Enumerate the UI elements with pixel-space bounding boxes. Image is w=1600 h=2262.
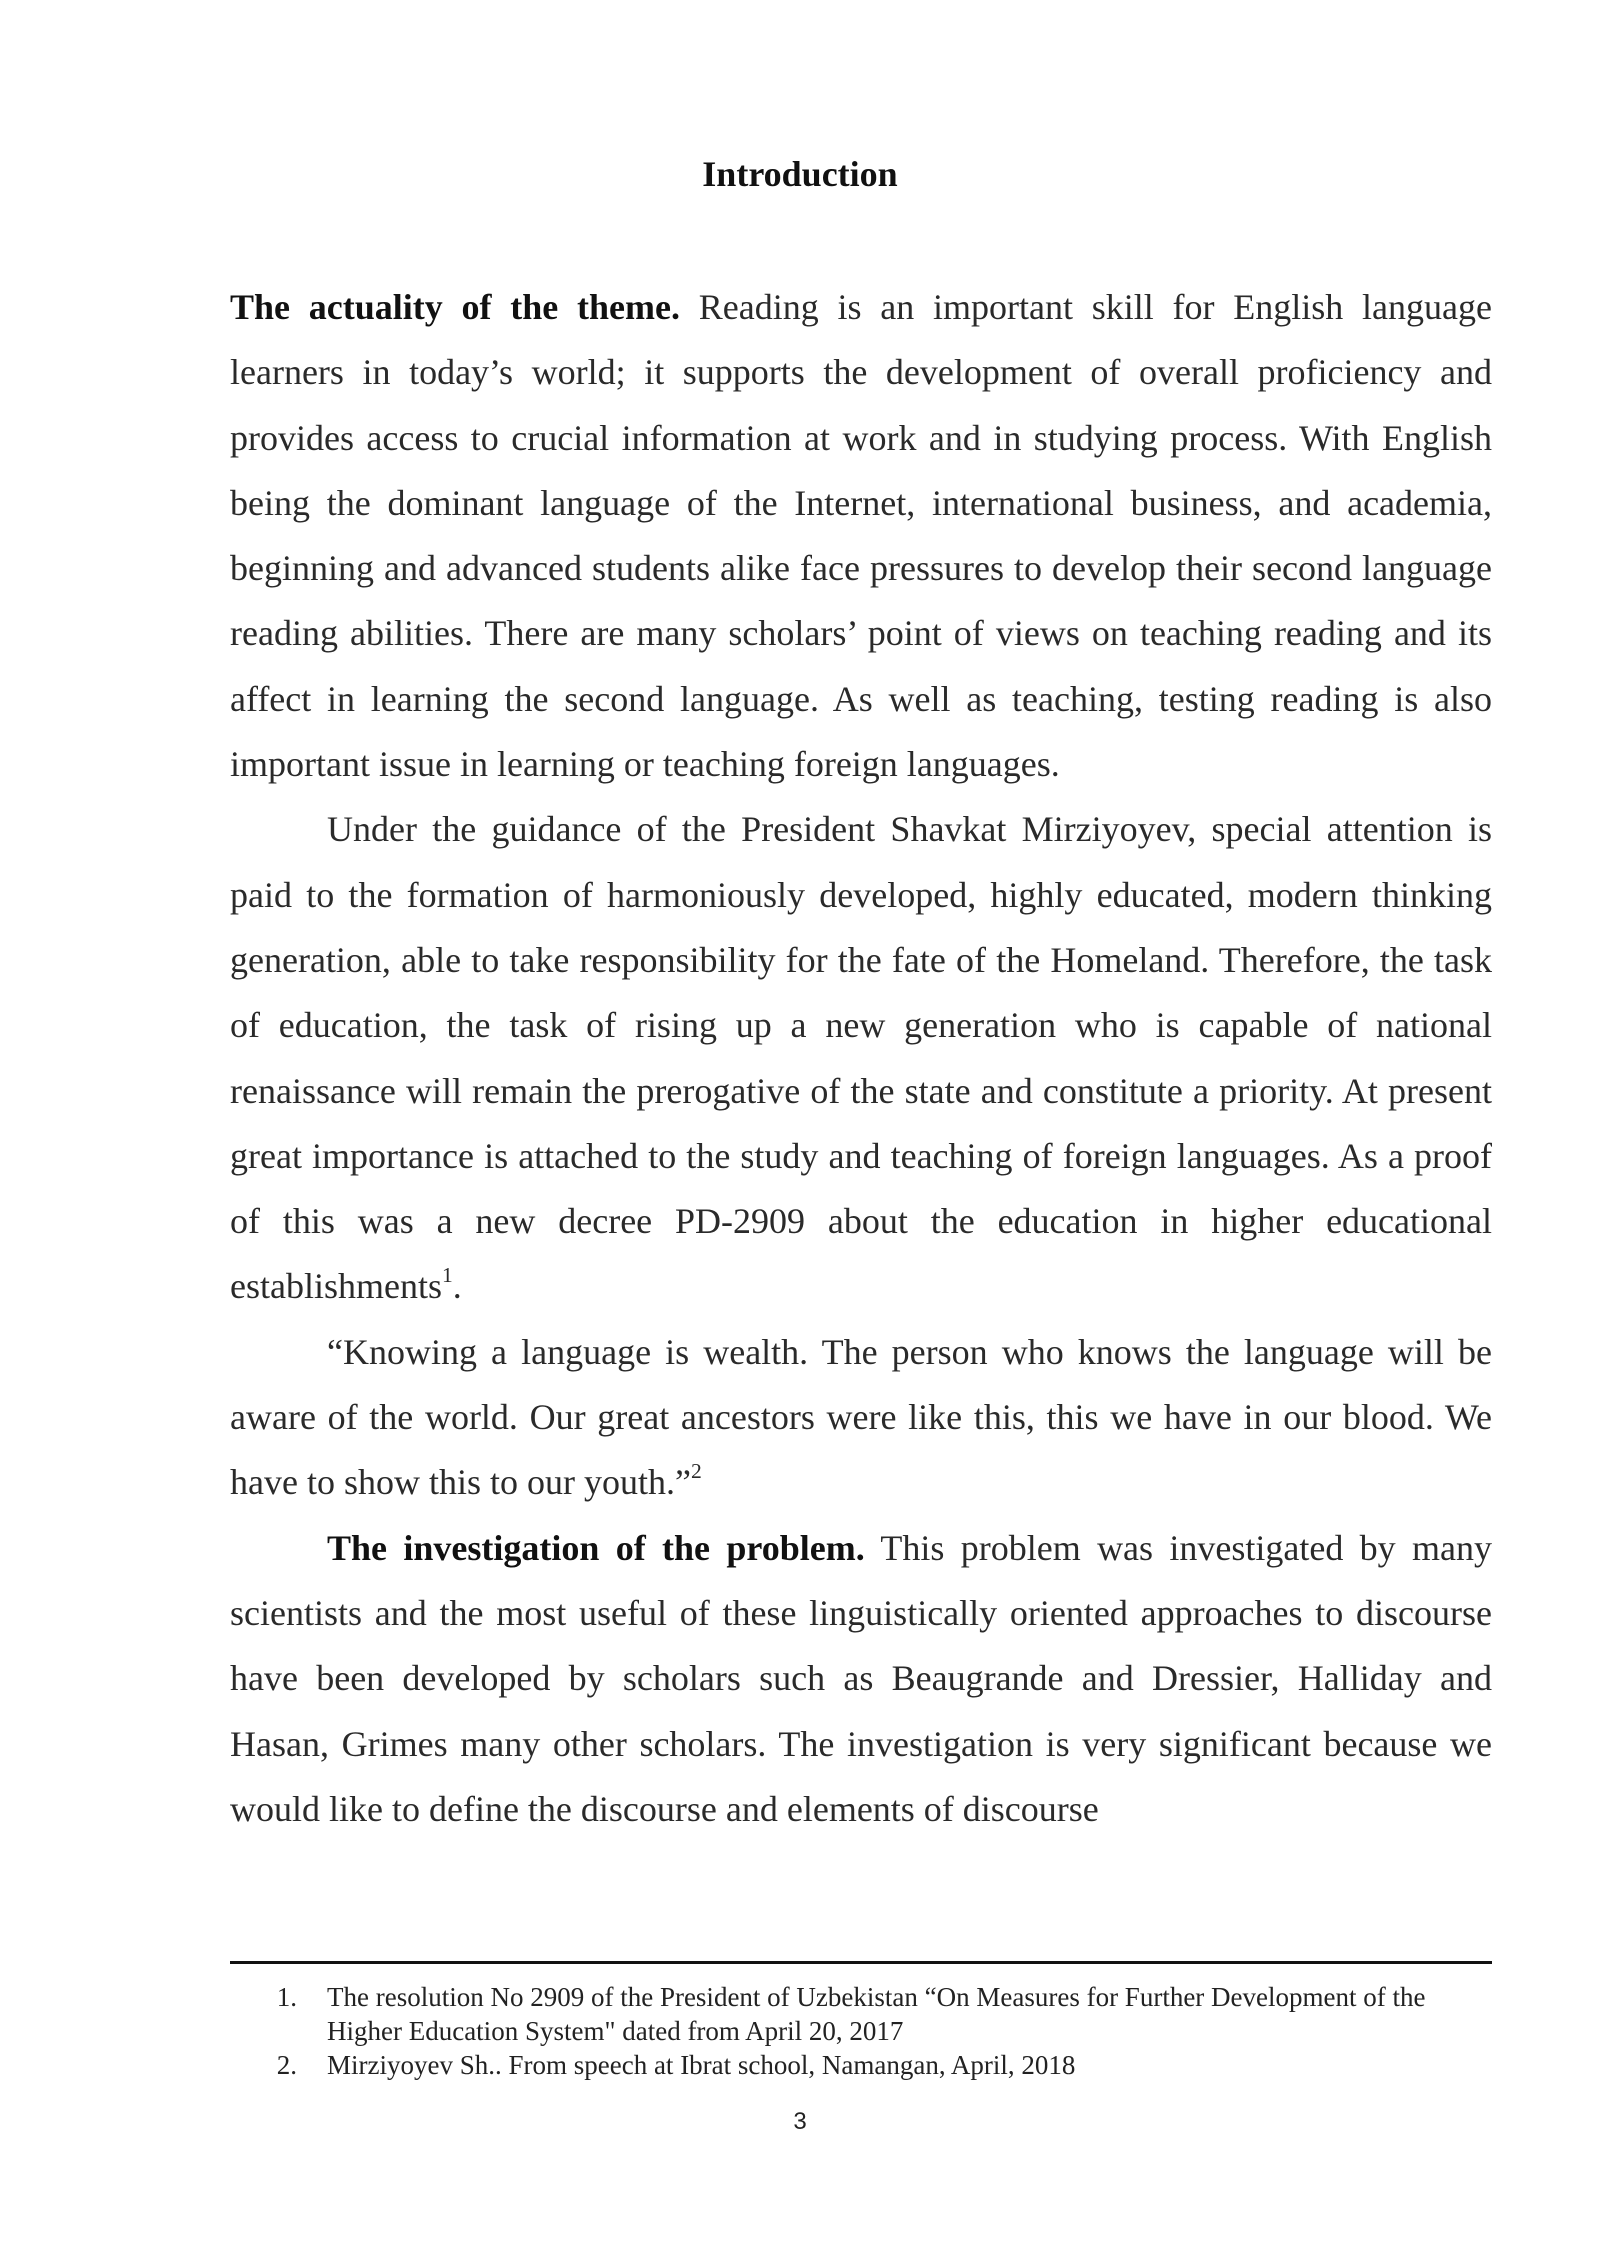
footnote-divider xyxy=(230,1961,1492,1964)
paragraph-text: This problem was investigated by many scientists and the most useful of these linguistically oriented approaches to discourse have been developed by scholars such as Beaugrande and Dressier, Halliday and Hasan, Grimes many other scholars. The investigation is very significant because we would like to define the discourse and elements of discourse xyxy=(230,1527,1493,1829)
paragraph-text: “Knowing a language is wealth. The person who knows the language will be aware of the world. Our great ancestors were like this, this we have in our blood. We have to show this to our youth.” xyxy=(230,1331,1492,1503)
paragraph-quote xyxy=(230,1320,1492,1516)
page-number: 3 xyxy=(793,2108,807,2135)
paragraph-lead: The actuality of the theme. xyxy=(230,287,680,327)
footnote-ref[interactable]: 2 xyxy=(690,1459,702,1484)
footnote-item xyxy=(230,2048,1492,2082)
footnote-number: 1. xyxy=(276,1982,297,2012)
paragraph-text: Reading is an important skill for English language learners in today’s world; it supports the development of overall proficiency and provides access to crucial information at work and in studying process. With English being the dominant language of the Internet, international business, and academia, beginning and advanced students alike face pressures to develop their second language reading abilities. There are many scholars’ point of views on teaching reading and its affect in learning the second language. As well as teaching, testing reading is also important issue in learning or teaching foreign languages. xyxy=(230,287,1492,785)
paragraph-actuality xyxy=(230,275,1492,797)
paragraph-text: Under the guidance of the President Shavkat Mirziyoyev, special attention is paid to the formation of harmoniously developed, highly educated, modern thinking generation, able to take responsibility for the fate of the Homeland. Therefore, the task of education, the task of rising up a new generation who is capable of national renaissance will remain the prerogative of the state and constitute a priority. At present great importance is attached to the study and teaching of foreign languages. As a proof of this was a new decree PD-2909 about the education in higher educational establishments xyxy=(230,809,1492,1307)
footnote-number: 2. xyxy=(276,2050,297,2080)
footnote-item xyxy=(230,1980,1492,2048)
page-title: Introduction xyxy=(702,154,898,194)
body-text xyxy=(230,275,1492,1842)
paragraph-investigation xyxy=(230,1516,1492,1842)
footnote-ref[interactable]: 1 xyxy=(441,1263,453,1288)
footnote-text: Mirziyoyev Sh.. From speech at Ibrat school, Namangan, April, 2018 xyxy=(327,2050,1076,2080)
paragraph-end: . xyxy=(452,1266,462,1307)
footnotes xyxy=(230,1980,1492,2082)
paragraph-lead: The investigation of the problem. xyxy=(327,1527,865,1568)
paragraph-president xyxy=(230,797,1492,1319)
footnote-text: The resolution No 2909 of the President of Uzbekistan “On Measures for Further Development of the Higher Education System" dated from April 20, 2017 xyxy=(327,1982,1426,2046)
